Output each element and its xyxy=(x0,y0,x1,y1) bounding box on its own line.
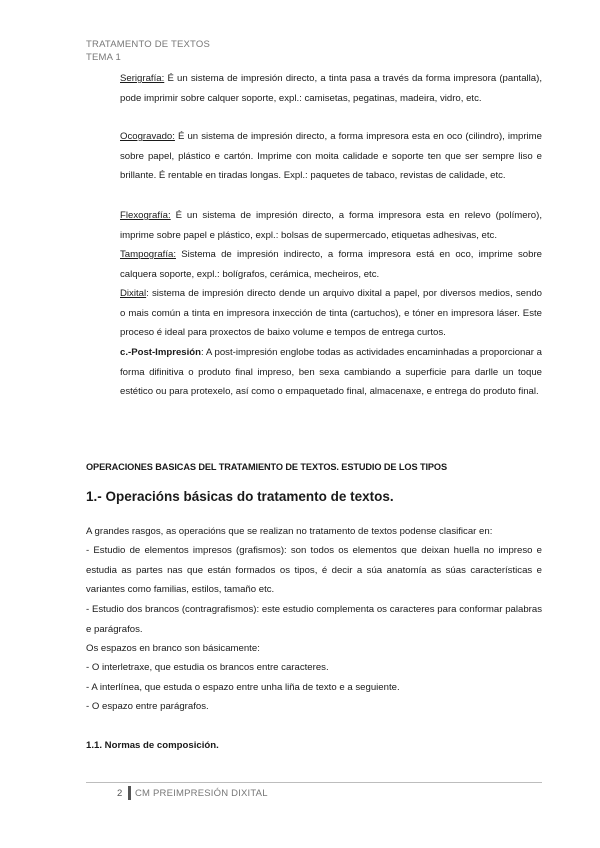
post-impresion-text: : A post-impresión englobe todas as actividades encaminhadas a proporcionar a forma difinitiva o produto final impreso, ben sexa cambiando a superficie para darlle un toque estético ou para protexelo, así como o empaquetado final, almacenaxe, e entrega do produto final. xyxy=(120,347,542,397)
serigrafia-paragraph xyxy=(120,69,542,108)
term-serigrafia: Serigrafía: xyxy=(120,73,165,84)
term-ocogravado: Ocogravado: xyxy=(120,131,175,142)
ocogravado-text: É un sistema de impresión directo, a forma impresora esta en oco (cilindro), imprime sobre papel, plástico e cartón. Imprime con moita calidade e soporte ten que ser sempre liso e brillante. É rentable en tiradas longas. Expl.: paquetes de tabaco, revistas de calidade, etc. xyxy=(120,131,542,181)
body-brancos: - Estudio dos brancos (contragrafismos): este estudio complementa os caracteres para conformar palabras e parágrafos. xyxy=(86,604,542,635)
body-intro: A grandes rasgos, as operacións que se realizan no tratamento de textos podense clasificar en: xyxy=(86,526,493,537)
footer-divider xyxy=(128,786,131,800)
dixital-paragraph xyxy=(120,284,542,343)
term-flexografia: Flexografía: xyxy=(120,210,171,221)
header-title: TRATAMENTO DE TEXTOS xyxy=(86,39,210,50)
body-paragrafos: - O espazo entre parágrafos. xyxy=(86,701,209,712)
heading-normas: 1.1. Normas de composición. xyxy=(86,740,219,751)
page-footer xyxy=(86,782,542,799)
running-header xyxy=(86,38,210,64)
page-number: 2 xyxy=(117,788,123,799)
term-post-impresion: c.-Post-Impresión xyxy=(120,347,202,358)
term-dixital: Dixital xyxy=(120,288,147,299)
serigrafia-text: É un sistema de impresión directo, a tinta pasa a través da forma impresora (pantalla), pode imprimir sobre calquer soporte, expl.: camisetas, pegatinas, madeira, vidro, etc. xyxy=(120,73,542,104)
section-title: OPERACIONES BASICAS DEL TRATAMIENTO DE TEXTOS. ESTUDIO DE LOS TIPOS xyxy=(86,462,448,472)
flexografia-paragraph xyxy=(120,206,542,245)
ocogravado-paragraph xyxy=(120,127,542,186)
post-impresion-paragraph xyxy=(120,343,542,402)
tampografia-paragraph xyxy=(120,245,542,284)
header-subtitle: TEMA 1 xyxy=(86,52,121,63)
flexografia-text: É un sistema de impresión directo, a forma impresora esta en relevo (polímero), imprime sobre papel e plástico, expl.: bolsas de supermercado, etiquetas adhesivas, etc. xyxy=(120,210,542,241)
body-interlinea: - A interlínea, que estuda o espazo entre unha liña de texto e a seguiente. xyxy=(86,682,400,693)
footer-text: CM PREIMPRESIÓN DIXITAL xyxy=(135,788,268,799)
body-interletraxe: - O interletraxe, que estudia os brancos entre caracteres. xyxy=(86,662,329,673)
tampografia-text: Sistema de impresión indirecto, a forma impresora está en oco, imprime sobre calquera soporte, expl.: bolígrafos, cerámica, mecheiros, etc. xyxy=(120,249,542,280)
body-espazos: Os espazos en branco son básicamente: xyxy=(86,643,260,654)
dixital-text: : sistema de impresión directo dende un arquivo dixital a papel, por diversos medios, sendo o mais común a tinta en impresora inxección de tinta (cartuchos), e tóner en impresora láser. Este proceso é ideal para proxectos de baixo volume e tempos de entrega curtos. xyxy=(120,288,542,338)
body-grafismos: - Estudio de elementos impresos (grafismos): son todos os elementos que deixan huella no impreso e estudia as partes nas que están formados os tipos, é decir a súa anatomía as súas características e variantes como familias, estilos, tamaño etc. xyxy=(86,545,542,595)
term-tampografia: Tampografía: xyxy=(120,249,176,260)
heading-operacions: 1.- Operacións básicas do tratamento de textos. xyxy=(86,489,394,504)
